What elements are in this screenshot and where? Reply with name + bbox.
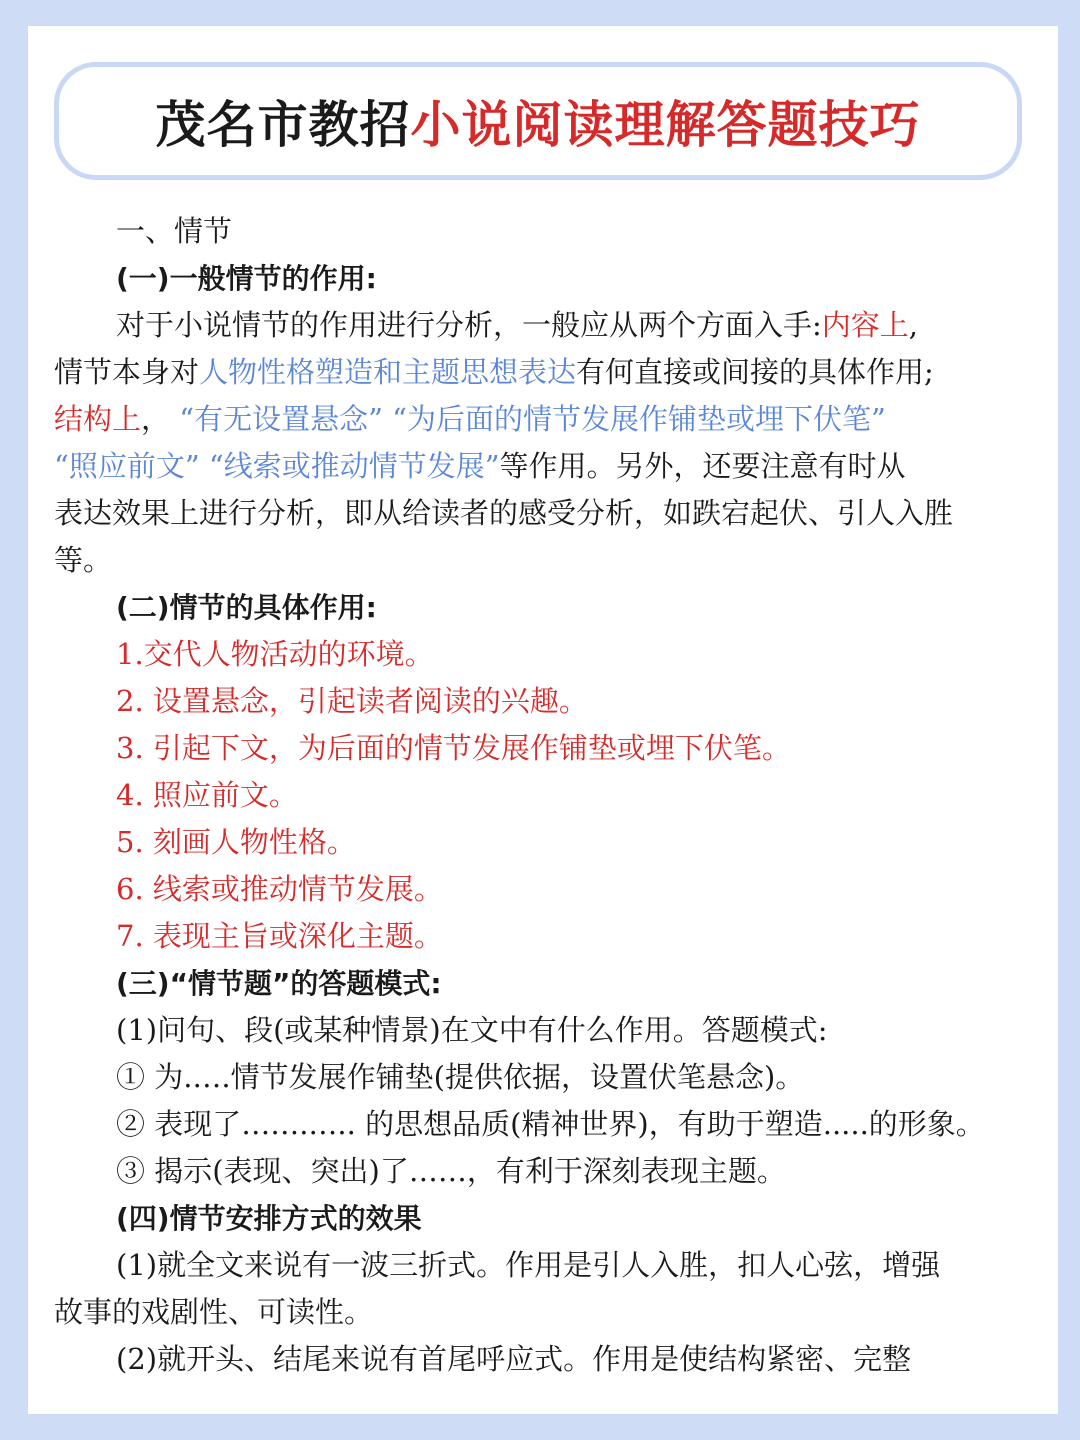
list-item: 3. 引起下文，为后面的情节发展作铺垫或埋下伏笔。: [116, 731, 791, 765]
title-highlight: 小说阅读理解答题技巧: [410, 96, 921, 154]
title-banner: [54, 62, 1022, 180]
para1-line1: 对于小说情节的作用进行分析，一般应从两个方面入手:内容上,: [116, 308, 919, 342]
subsection-heading-1: (一)一般情节的作用:: [116, 262, 377, 295]
list-item: 2. 设置悬念，引起读者阅读的兴趣。: [116, 684, 588, 718]
para1-line4: “照应前文” “线索或推动情节发展”等作用。另外，还要注意有时从: [54, 449, 906, 483]
document-page: [28, 26, 1058, 1414]
answer-pattern-line: ② 表现了…….….. 的思想品质(精神世界)，有助于塑造.....的形象。: [116, 1107, 985, 1141]
subsection-heading-4: (四)情节安排方式的效果: [116, 1202, 422, 1235]
answer-pattern-line: (1)问句、段(或某种情景)在文中有什么作用。答题模式:: [116, 1013, 828, 1047]
document-body: [54, 208, 1034, 1383]
para1-line5: 表达效果上进行分析，即从给读者的感受分析，如跌宕起伏、引人入胜: [54, 496, 954, 530]
para4-line1: (1)就全文来说有一波三折式。作用是引人入胜，扣人心弦，增强: [116, 1248, 941, 1282]
list-item: 6. 线索或推动情节发展。: [116, 872, 443, 906]
list-item: 4. 照应前文。: [116, 778, 298, 812]
para4-line3: (2)就开头、结尾来说有首尾呼应式。作用是使结构紧密、完整: [116, 1342, 912, 1376]
list-item: 7. 表现主旨或深化主题。: [116, 919, 443, 953]
para1-line2: 情节本身对人物性格塑造和主题思想表达有何直接或间接的具体作用;: [54, 355, 934, 389]
answer-pattern-line: ① 为.….情节发展作铺垫(提供依据，设置伏笔悬念)。: [116, 1060, 805, 1094]
para4-line2: 故事的戏剧性、可读性。: [54, 1295, 374, 1329]
list-item: 5. 刻画人物性格。: [116, 825, 356, 859]
title-prefix: 茂名市教招: [155, 96, 411, 154]
section-heading: 一、情节: [116, 214, 233, 248]
subsection-heading-2: (二)情节的具体作用:: [116, 591, 377, 624]
subsection-heading-3: (三)“情节题”的答题模式:: [116, 967, 442, 1000]
para1-line3: 结构上， “有无设置悬念” “为后面的情节发展作铺垫或埋下伏笔”: [54, 402, 886, 436]
answer-pattern-line: ③ 揭示(表现、突出)了……，有利于深刻表现主题。: [116, 1154, 786, 1188]
para1-line6: 等。: [54, 543, 113, 577]
list-item: 1.交代人物活动的环境。: [116, 637, 434, 671]
